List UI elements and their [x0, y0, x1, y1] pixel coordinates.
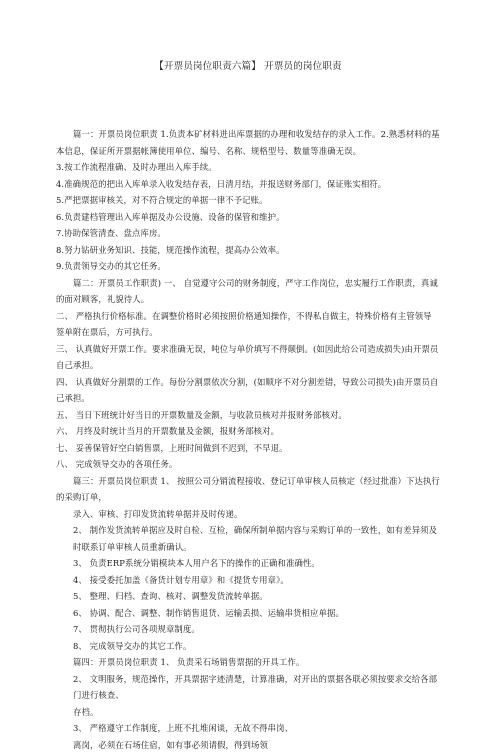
paragraph: 篇二：开票员工作职责) 一、 自觉遵守公司的财务制度，严守工作岗位，忠实履行工作职责，真诚的面对顾客，礼貌待人。: [56, 275, 440, 308]
paragraph: 4、 接受委托加盖《备货计划专用章》和《提货专用章》。: [56, 572, 440, 589]
paragraph: 录入、审核、打印发货流转单据并及时传递。: [56, 506, 440, 523]
paragraph: 8、 完成领导交办的其它工作。: [56, 638, 440, 655]
paragraph: 三、 认真做好开票工作。要求准确无误，吨位与单价填写不得颠倒。(如因此给公司造成损失)由开票员自己承担。: [56, 341, 440, 374]
paragraph: 5、 整理、归档、查询、核对、调整发货流转单据。: [56, 588, 440, 605]
paragraph: 7、 贯彻执行公司各项规章制度。: [56, 621, 440, 638]
paragraph: 离岗，必须在石场住宿，如有事必须请假，得到场领: [56, 737, 440, 753]
paragraph: 五、 当日下班统计好当日的开票数量及金额，与收款员核对并报财务部核对。: [56, 407, 440, 424]
paragraph: 6、 协调、配合、调整、制作销售退货、运输丢损、运输串货相应单据。: [56, 605, 440, 622]
paragraph: 六、 月终及时统计当月的开票数量及金额，报财务部核对。: [56, 423, 440, 440]
paragraph: 3、 负责ERP系统分销模块本人用户名下的操作的正确和准确性。: [56, 555, 440, 572]
paragraph: 七、 妥善保管好空白销售票，上班时间做到不迟到，不早退。: [56, 440, 440, 457]
paragraph: 3、 严格遵守工作制度，上班不扎堆闲谈，无故不得串岗、: [56, 720, 440, 737]
paragraph: 7.协助保管清查、盘点库房。: [56, 225, 440, 242]
paragraph: 篇四：开票员岗位职责 1、 负责采石场销售票据的开具工作。: [56, 654, 440, 671]
paragraph: 2、 制作发货流转单据应及时自检、互检，确保所制单据内容与采购订单的一致性，如有差异须及时联系订单审核人员重新确认。: [56, 522, 440, 555]
paragraph: 篇一：开票员岗位职责 1.负责本矿材料进出库票据的办理和收发结存的录入工作。2.熟悉材料的基本信息，保证所开票据帐簿使用单位、编号、名称、规格型号、数量等准确无误。: [56, 126, 440, 159]
paragraph: 篇三：开票员岗位职责 1、 按照公司分销流程接收、登记订单审核人员核定（经过批准）下达执行的采购订单，: [56, 473, 440, 506]
paragraph: 8.努力钻研业务知识、技能，规范操作流程，提高办公效率。: [56, 242, 440, 259]
paragraph: 6.负责建档管理出入库单据及办公设施、设备的保管和维护。: [56, 209, 440, 226]
paragraph: 2、 文明服务，规范操作，开具票据字迹清楚，计算准确，对开出的票据各联必须按要求交给各部门进行核查、: [56, 671, 440, 704]
paragraph: 9.负责领导交办的其它任务。: [56, 258, 440, 275]
paragraph: 存档。: [56, 704, 440, 721]
paragraph: 二、 严格执行价格标准。在调整价格时必须按照价格通知操作，不得私自做主，特殊价格有主管领导签单附在票后，方可执行。: [56, 308, 440, 341]
document-title: 【开票员岗位职责六篇】 开票员的岗位职责: [56, 60, 440, 74]
paragraph: 四、 认真做好分割票的工作。每份分割票依次分割，(如顺序不对分割差错，导致公司损失)由开票员自己承担。: [56, 374, 440, 407]
paragraph: 3.按工作流程准确、及时办理出入库手续。: [56, 159, 440, 176]
paragraph: 5.严把票据审核关，对不符合规定的单据一律不予记账。: [56, 192, 440, 209]
paragraph: 八、 完成领导交办的各项任务。: [56, 456, 440, 473]
paragraph: 4.准确规范的把出入库单录入收发结存表，日清月结，并报送财务部门，保证账实相符。: [56, 176, 440, 193]
